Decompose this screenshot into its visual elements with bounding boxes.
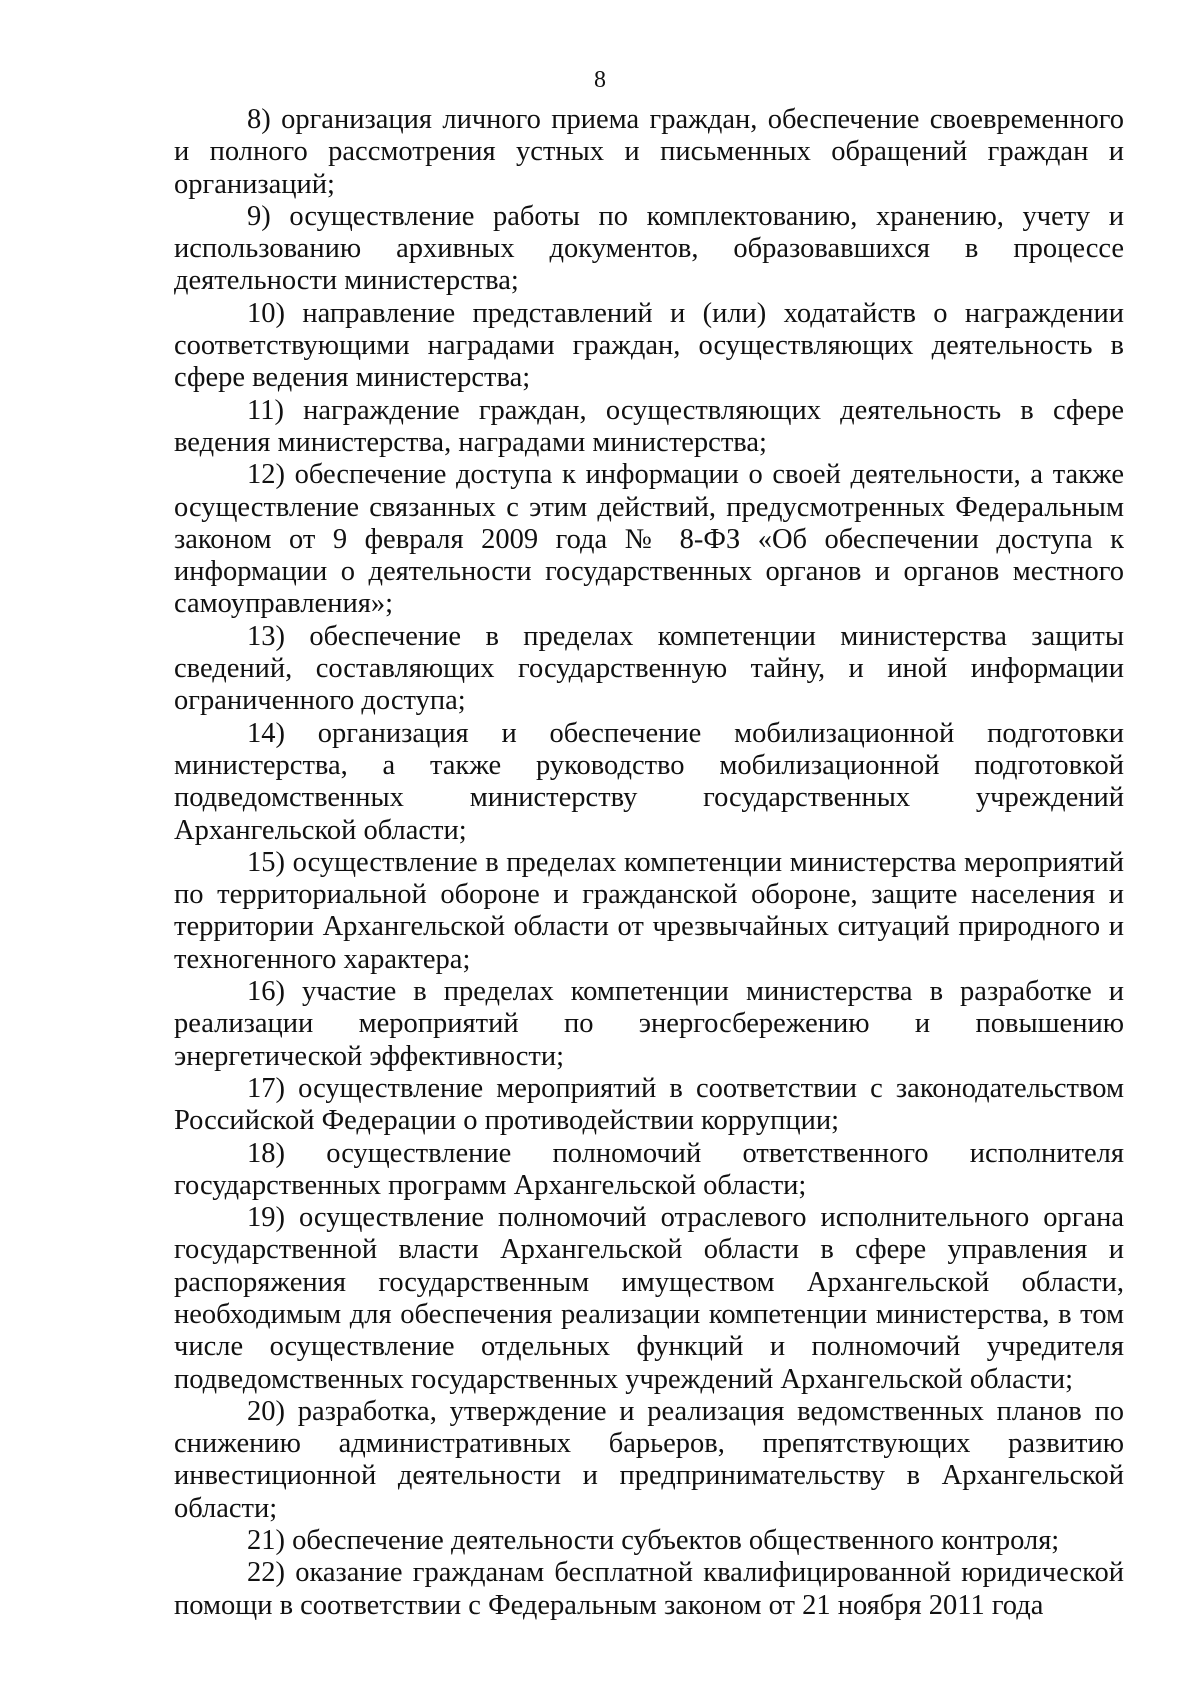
paragraph-item-21: 21) обеспечение деятельности субъектов общественного контроля; (247, 1525, 1060, 1557)
paragraph-item-9: 9) осуществление работы по комплектованию, хранению, учету и использованию архивных документов, образовавшихся в процессе деятельности министерства; (174, 200, 1124, 297)
document-body (174, 104, 1124, 1622)
paragraph-item-18: 18) осуществление полномочий ответственного исполнителя государственных программ Архангельской области; (174, 1137, 1124, 1201)
paragraph-item-8: 8) организация личного приема граждан, обеспечение своевременного и полного рассмотрения устных и письменных обращений граждан и организаций; (174, 104, 1124, 200)
paragraph-item-17: 17) осуществление мероприятий в соответствии с законодательством Российской Федерации о противодействии коррупции; (174, 1072, 1124, 1137)
paragraph-item-22: 22) оказание гражданам бесплатной квалифицированной юридической помощи в соответствии с Федеральным законом от 21 ноября 2011 года (174, 1557, 1124, 1621)
paragraph-item-12: 12) обеспечение доступа к информации о своей деятельности, а также осуществление связанных с этим действий, предусмотренных Федеральным законом от 9 февраля 2009 года № 8-ФЗ «Об обеспечении доступа к информации о деятельности государственных органов и органов местного самоуправления»; (174, 459, 1124, 620)
paragraph-item-16: 16) участие в пределах компетенции министерства в разработке и реализации мероприятий по энергосбережению и повышению энергетической эффективности; (174, 976, 1124, 1072)
page-number: 8 (594, 67, 606, 93)
paragraph-item-11: 11) награждение граждан, осуществляющих деятельность в сфере ведения министерства, наградами министерства; (174, 394, 1124, 458)
paragraph-item-19: 19) осуществление полномочий отраслевого исполнительного органа государственной власти Архангельской области в сфере управления и распоряжения государственным имуществом Архангельской области, необходимым для обеспечения реализации компетенции министерства, в том числе осуществление отдельных функций и полномочий учредителя подведомственных государственных учреждений Архангельской области; (174, 1202, 1124, 1395)
paragraph-item-20: 20) разработка, утверждение и реализация ведомственных планов по снижению административных барьеров, препятствующих развитию инвестиционной деятельности и предпринимательству в Архангельской области; (174, 1395, 1124, 1524)
paragraph-item-13: 13) обеспечение в пределах компетенции министерства защиты сведений, составляющих государственную тайну, и иной информации ограниченного доступа; (174, 620, 1124, 717)
paragraph-item-14: 14) организация и обеспечение мобилизационной подготовки министерства, а также руководство мобилизационной подготовкой подведомственных министерству государственных учреждений Архангельской области; (174, 717, 1124, 846)
paragraph-item-15: 15) осуществление в пределах компетенции министерства мероприятий по территориальной обороне и гражданской обороне, защите населения и территории Архангельской области от чрезвычайных ситуаций природного и техногенного характера; (174, 846, 1124, 975)
paragraph-item-10: 10) направление представлений и (или) ходатайств о награждении соответствующими наградами граждан, осуществляющих деятельность в сфере ведения министерства; (174, 297, 1124, 394)
